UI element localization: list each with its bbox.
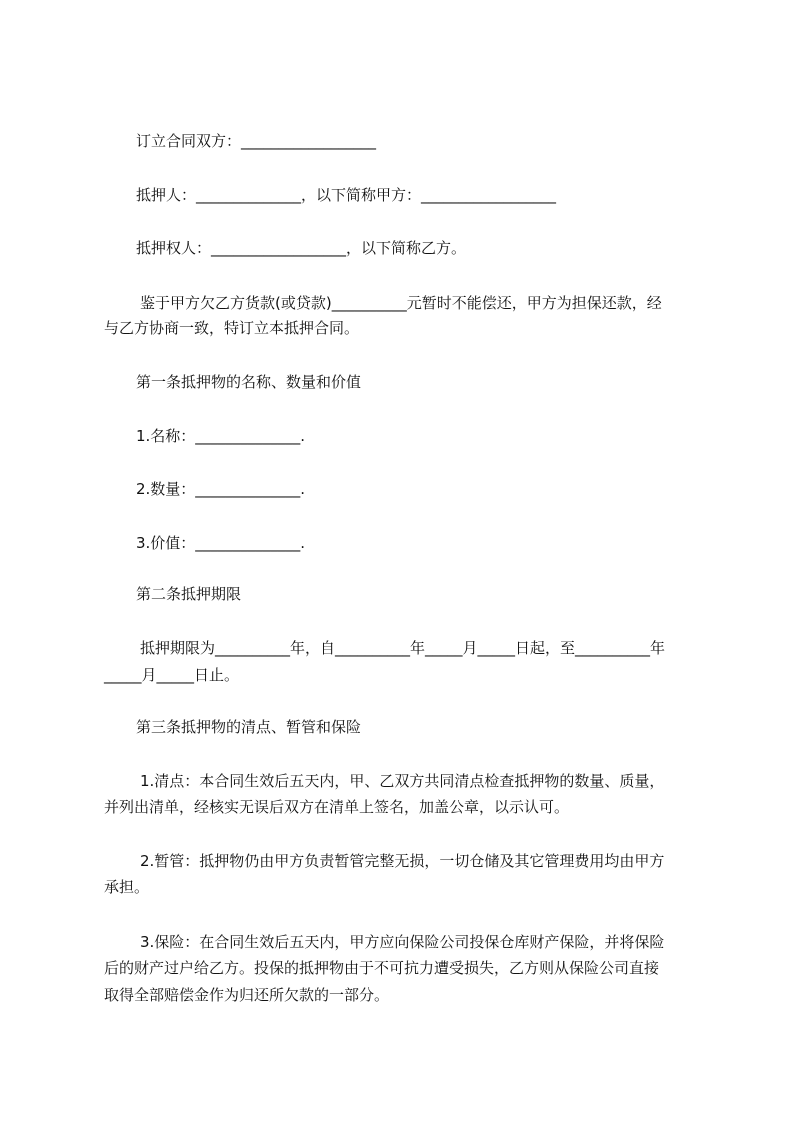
mortgagee-line: 抵押权人：__________________，以下简称乙方。 <box>136 239 467 257</box>
article-3-insurance-line-2: 后的财产过户给乙方。投保的抵押物由于不可抗力遭受损失，乙方则从保险公司直接 <box>104 959 660 977</box>
article-1-item-name: 1.名称：______________. <box>136 427 306 445</box>
article-3-custody-line-2: 承担。 <box>104 878 150 896</box>
article-1-item-value: 3.价值：______________. <box>136 534 306 552</box>
article-2-term-line-1: 抵押期限为__________年，自__________年_____月_____日起，至__________年 <box>140 639 666 657</box>
article-3-heading: 第三条抵押物的清点、暂管和保险 <box>136 718 362 736</box>
article-3-inventory-line-1: 1.清点：本合同生效后五天内，甲、乙双方共同清点检查抵押物的数量、质量， <box>140 772 665 790</box>
article-1-item-quantity: 2.数量：______________. <box>136 480 306 498</box>
article-3-inventory-line-2: 并列出清单，经核实无误后双方在清单上签名，加盖公章，以示认可。 <box>104 798 570 816</box>
article-1-heading: 第一条抵押物的名称、数量和价值 <box>136 373 362 391</box>
mortgagor-line: 抵押人：______________，以下简称甲方：__________________ <box>136 186 557 204</box>
article-3-custody-line-1: 2.暂管：抵押物仍由甲方负责暂管完整无损，一切仓储及其它管理费用均由甲方 <box>140 852 665 870</box>
preamble-line-2: 与乙方协商一致，特订立本抵押合同。 <box>104 319 360 337</box>
contract-parties-line: 订立合同双方：__________________ <box>136 132 377 150</box>
article-2-term-line-2: _____月_____日止。 <box>104 666 240 684</box>
article-2-heading: 第二条抵押期限 <box>136 585 242 603</box>
preamble-line-1: 鉴于甲方欠乙方货款(或贷款)__________元暂时不能偿还，甲方为担保还款，经 <box>140 294 662 312</box>
article-3-insurance-line-1: 3.保险：在合同生效后五天内，甲方应向保险公司投保仓库财产保险，并将保险 <box>140 933 665 951</box>
article-3-insurance-line-3: 取得全部赔偿金作为归还所欠款的一部分。 <box>104 986 390 1004</box>
